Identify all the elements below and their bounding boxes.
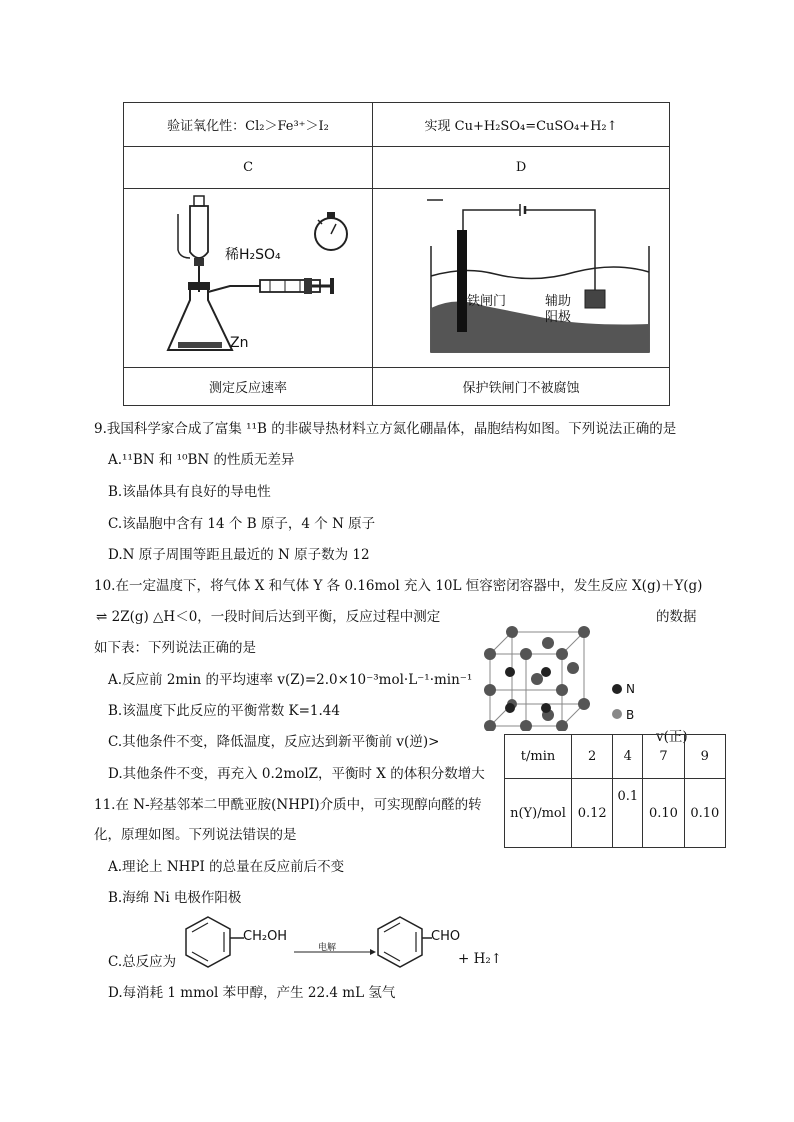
crystal-structure-figure [480,626,610,731]
cell-protect: 保护铁闸门不被腐蚀 [373,367,670,405]
reactant-group: CH₂OH [243,929,288,944]
gate-protection-diagram [425,196,655,356]
legend-n-label: N [626,682,635,696]
value-t4: 0.1 [613,779,643,848]
cell-label-c: C [124,147,373,189]
product-group: CHO [431,929,461,944]
q10-stem-line2: ⇌ 2Z(g) △H＜0，一段时间后达到平衡，反应过程中测定 [96,609,441,625]
q11-stem-line2: 化，原理如图。下列说法错误的是 [94,827,297,843]
value-t2: 0.12 [572,779,613,848]
gate-label: 铁闸门 [467,294,507,309]
cell-label-d: D [373,147,670,189]
reaction-arrow-icon [294,948,376,956]
q10-option-d: D.其他条件不变，再充入 0.2molZ，平衡时 X 的体积分数增大 [108,766,485,782]
zn-label: Zn [230,335,249,351]
q9-option-a: A.¹¹BN 和 ¹⁰BN 的性质无差异 [108,452,295,468]
q11-option-b: B.海绵 Ni 电极作阳极 [108,890,242,906]
cell-oxidation: 验证氧化性：Cl₂＞Fe³⁺＞I₂ [124,103,373,147]
q11-stem-line1: 11.在 N-羟基邻苯二甲酰亚胺(NHPI)介质中，可实现醇向醛的转 [94,797,482,813]
q10-stem-line1: 10.在一定温度下，将气体 X 和气体 Y 各 0.16mol 充入 10L 恒容密闭容器中，发生反应 X(g)＋Y(g) [94,578,703,594]
value-t9: 0.10 [684,779,725,848]
q11-option-d: D.每消耗 1 mmol 苯甲醇，产生 22.4 mL 氢气 [108,985,396,1001]
rate-apparatus-diagram [150,192,360,362]
legend-n-marker [611,683,623,695]
acid-label: 稀H₂SO₄ [225,247,281,263]
cell-cu-reaction: 实现 Cu+H₂SO₄=CuSO₄+H₂↑ [373,103,670,147]
header-4: 4 [613,735,643,779]
q11-option-c-prefix: C.总反应为 [108,954,177,970]
q10-option-a: A.反应前 2min 的平均速率 v(Z)=2.0×10⁻³mol·L⁻¹·min⁻¹ [108,672,473,688]
q9-option-b: B.该晶体具有良好的导电性 [108,484,271,500]
q11-option-a: A.理论上 NHPI 的总量在反应前后不变 [108,859,345,875]
equilibrium-data-table [504,734,726,848]
q9-option-d: D.N 原子周围等距且最近的 N 原子数为 12 [108,547,370,563]
bond-line-1 [230,936,244,940]
row-label-ny: n(Y)/mol [505,779,572,848]
reaction-tail: + H₂↑ [458,951,503,967]
q10-stem-tail: 的数据 [656,609,697,625]
q10-option-c-tail: v(正) [656,729,688,745]
q10-stem-line3: 如下表：下列说法正确的是 [94,640,256,656]
anode-label-2: 阳极 [545,310,572,325]
benzyl-alcohol-structure [180,914,236,970]
q9-stem: 9.我国科学家合成了富集 ¹¹B 的非碳导热材料立方氮化硼晶体，晶胞结构如图。下列说法正确的是 [94,421,677,437]
q10-option-b: B.该温度下此反应的平衡常数 K=1.44 [108,703,340,719]
cell-rate: 测定反应速率 [124,367,373,405]
legend-b-marker [611,708,623,720]
q10-option-c: C.其他条件不变，降低温度，反应达到新平衡前 v(逆)> [108,734,440,750]
legend-b-label: B [626,708,635,722]
header-9: 9 [684,735,725,779]
header-t: t/min [505,735,572,779]
benzaldehyde-structure [372,914,428,970]
q9-option-c: C.该晶胞中含有 14 个 B 原子，4 个 N 原子 [108,516,376,532]
value-t7: 0.10 [643,779,684,848]
anode-label-1: 辅助 [545,294,572,309]
header-2: 2 [572,735,613,779]
arrow-label: 电解 [318,943,337,953]
header-7: 7 [643,735,684,779]
